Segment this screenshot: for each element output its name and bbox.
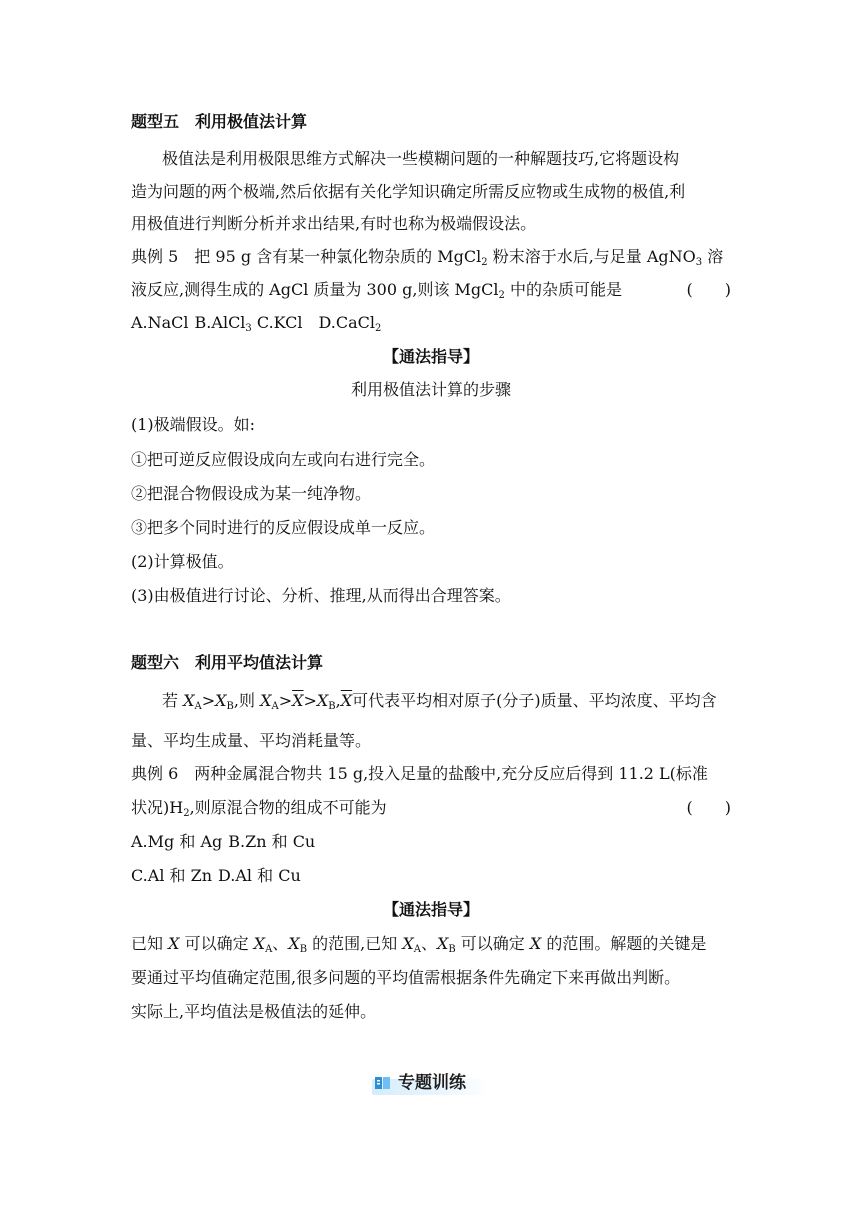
- example5-text-e: 中的杂质可能是: [504, 280, 622, 299]
- subscript: B: [226, 701, 234, 712]
- subscript: A: [265, 944, 273, 955]
- text: ,: [335, 691, 341, 710]
- text: ,则: [233, 691, 261, 710]
- section6-title: 题型六 利用平均值法计算: [131, 653, 324, 672]
- var-x: X: [529, 934, 542, 953]
- text: 已知: [131, 934, 169, 953]
- section5-title: 题型五 利用极值法计算: [131, 112, 308, 131]
- guide-subtitle-5: 利用极值法计算的步骤: [350, 380, 511, 399]
- var-x: X: [183, 691, 195, 710]
- text: ,则原混合物的组成不可能为: [189, 798, 387, 817]
- guide-title-6: 【通法指导】: [382, 900, 479, 919]
- option-a: A.Mg 和 Ag: [131, 832, 223, 851]
- answer-blank: ( ): [686, 280, 731, 299]
- example6-text: 两种金属混合物共 15 g,投入足量的盐酸中,充分反应后得到 11.2 L(标准: [194, 764, 708, 783]
- guide6-line-2: 要通过平均值确定范围,很多问题的平均值需根据条件先确定下来再做出判断。: [131, 968, 681, 987]
- step-1: (1)极端假设。如:: [131, 415, 256, 434]
- option-d-text: D.CaCl: [318, 313, 376, 332]
- example5-question: [131, 278, 622, 302]
- text: 、: [272, 934, 289, 953]
- text: 可代表平均相对原子(分子)质量、平均浓度、平均含: [352, 691, 717, 710]
- example6-options-row-2: [131, 864, 731, 888]
- example5-line-1: [131, 245, 731, 269]
- subscript: A: [194, 701, 202, 712]
- subscript: B: [299, 944, 308, 955]
- example5-text-c: 溶: [702, 247, 724, 266]
- var-x-bar: $\overline{X}$: [292, 691, 304, 710]
- example5-options: [131, 311, 731, 335]
- subscript: 2: [183, 808, 190, 819]
- section6-intro-line-2: 量、平均生成量、平均消耗量等。: [131, 731, 372, 750]
- subscript: B: [328, 701, 336, 712]
- option-a: A.NaCl: [131, 313, 189, 332]
- section-banner: [372, 1071, 490, 1097]
- subscript: B: [448, 944, 456, 955]
- subscript: 3: [245, 323, 252, 334]
- example5-text-a: 把 95 g 含有某一种氯化物杂质的 MgCl: [194, 247, 482, 266]
- step-3: (3)由极值进行讨论、分析、推理,从而得出合理答案。: [131, 586, 511, 605]
- var-x: X: [260, 691, 272, 710]
- text: 若: [162, 691, 184, 710]
- var-x: X: [402, 934, 414, 953]
- option-c: C.KCl: [256, 313, 303, 332]
- var-x: X: [436, 934, 449, 953]
- subscript: 2: [481, 257, 488, 268]
- example5-line-2: [131, 278, 731, 302]
- option-b-text: B.AlCl: [194, 313, 246, 332]
- subscript: A: [413, 944, 421, 955]
- option-d: [319, 313, 382, 332]
- example5-text-d: 液反应,测得生成的 AgCl 质量为 300 g,则该 MgCl: [131, 280, 499, 299]
- text: 、: [420, 934, 437, 953]
- option-b: B.Zn 和 Cu: [228, 832, 316, 851]
- var-x: X: [288, 934, 300, 953]
- guide6-line-1: [131, 932, 731, 956]
- option-b: [195, 313, 252, 332]
- example6-line-1: [131, 762, 731, 786]
- example6-question: [131, 796, 387, 820]
- example5-text-b: 粉末溶于水后,与足量 AgNO: [487, 247, 696, 266]
- banner-title: 专题训练: [398, 1073, 466, 1093]
- subscript: 3: [695, 257, 703, 268]
- subscript: 2: [498, 290, 505, 301]
- book-icon: [374, 1074, 394, 1092]
- option-d: D.Al 和 Cu: [218, 866, 301, 885]
- guide-title-5: 【通法指导】: [382, 347, 479, 366]
- section5-intro-line-2: 造为问题的两个极端,然后依据有关化学知识确定所需反应物或生成物的极值,利: [131, 182, 686, 201]
- text: 的范围,已知: [307, 934, 403, 953]
- guide6-line-3: 实际上,平均值法是极值法的延伸。: [131, 1002, 377, 1021]
- step-1c: ③把多个同时进行的反应假设成单一反应。: [131, 518, 436, 537]
- option-c: C.Al 和 Zn: [131, 866, 213, 885]
- gt-sign: >: [303, 691, 317, 710]
- text: 的范围。解题的关键是: [541, 934, 707, 953]
- text: 可以确定: [179, 934, 254, 953]
- example6-label: 典例 6: [131, 764, 179, 783]
- text: 状况)H: [131, 798, 184, 817]
- gt-sign: >: [278, 691, 293, 710]
- var-x: X: [253, 934, 266, 953]
- example6-options-row-1: [131, 830, 731, 854]
- gt-sign: >: [201, 691, 216, 710]
- example5-label: 典例 5: [131, 247, 179, 266]
- var-x-bar: $\overline{X}$: [340, 691, 353, 710]
- step-1a: ①把可逆反应假设成向左或向右进行完全。: [131, 450, 436, 469]
- step-1b: ②把混合物假设成为某一纯净物。: [131, 484, 372, 503]
- var-x: X: [316, 691, 329, 710]
- section5-intro-line-3: 用极值进行判断分析并求出结果,有时也称为极端假设法。: [131, 214, 537, 233]
- var-x: X: [168, 934, 180, 953]
- example6-line-2: [131, 796, 731, 820]
- text: 可以确定: [455, 934, 530, 953]
- var-x: X: [215, 691, 227, 710]
- subscript: A: [271, 701, 279, 712]
- answer-blank: ( ): [686, 798, 731, 817]
- subscript: 2: [375, 323, 382, 334]
- section5-intro-line-1: 极值法是利用极限思维方式解决一些模糊问题的一种解题技巧,它将题设构: [162, 149, 680, 168]
- step-2: (2)计算极值。: [131, 552, 234, 571]
- section6-intro-line-1: [162, 689, 731, 713]
